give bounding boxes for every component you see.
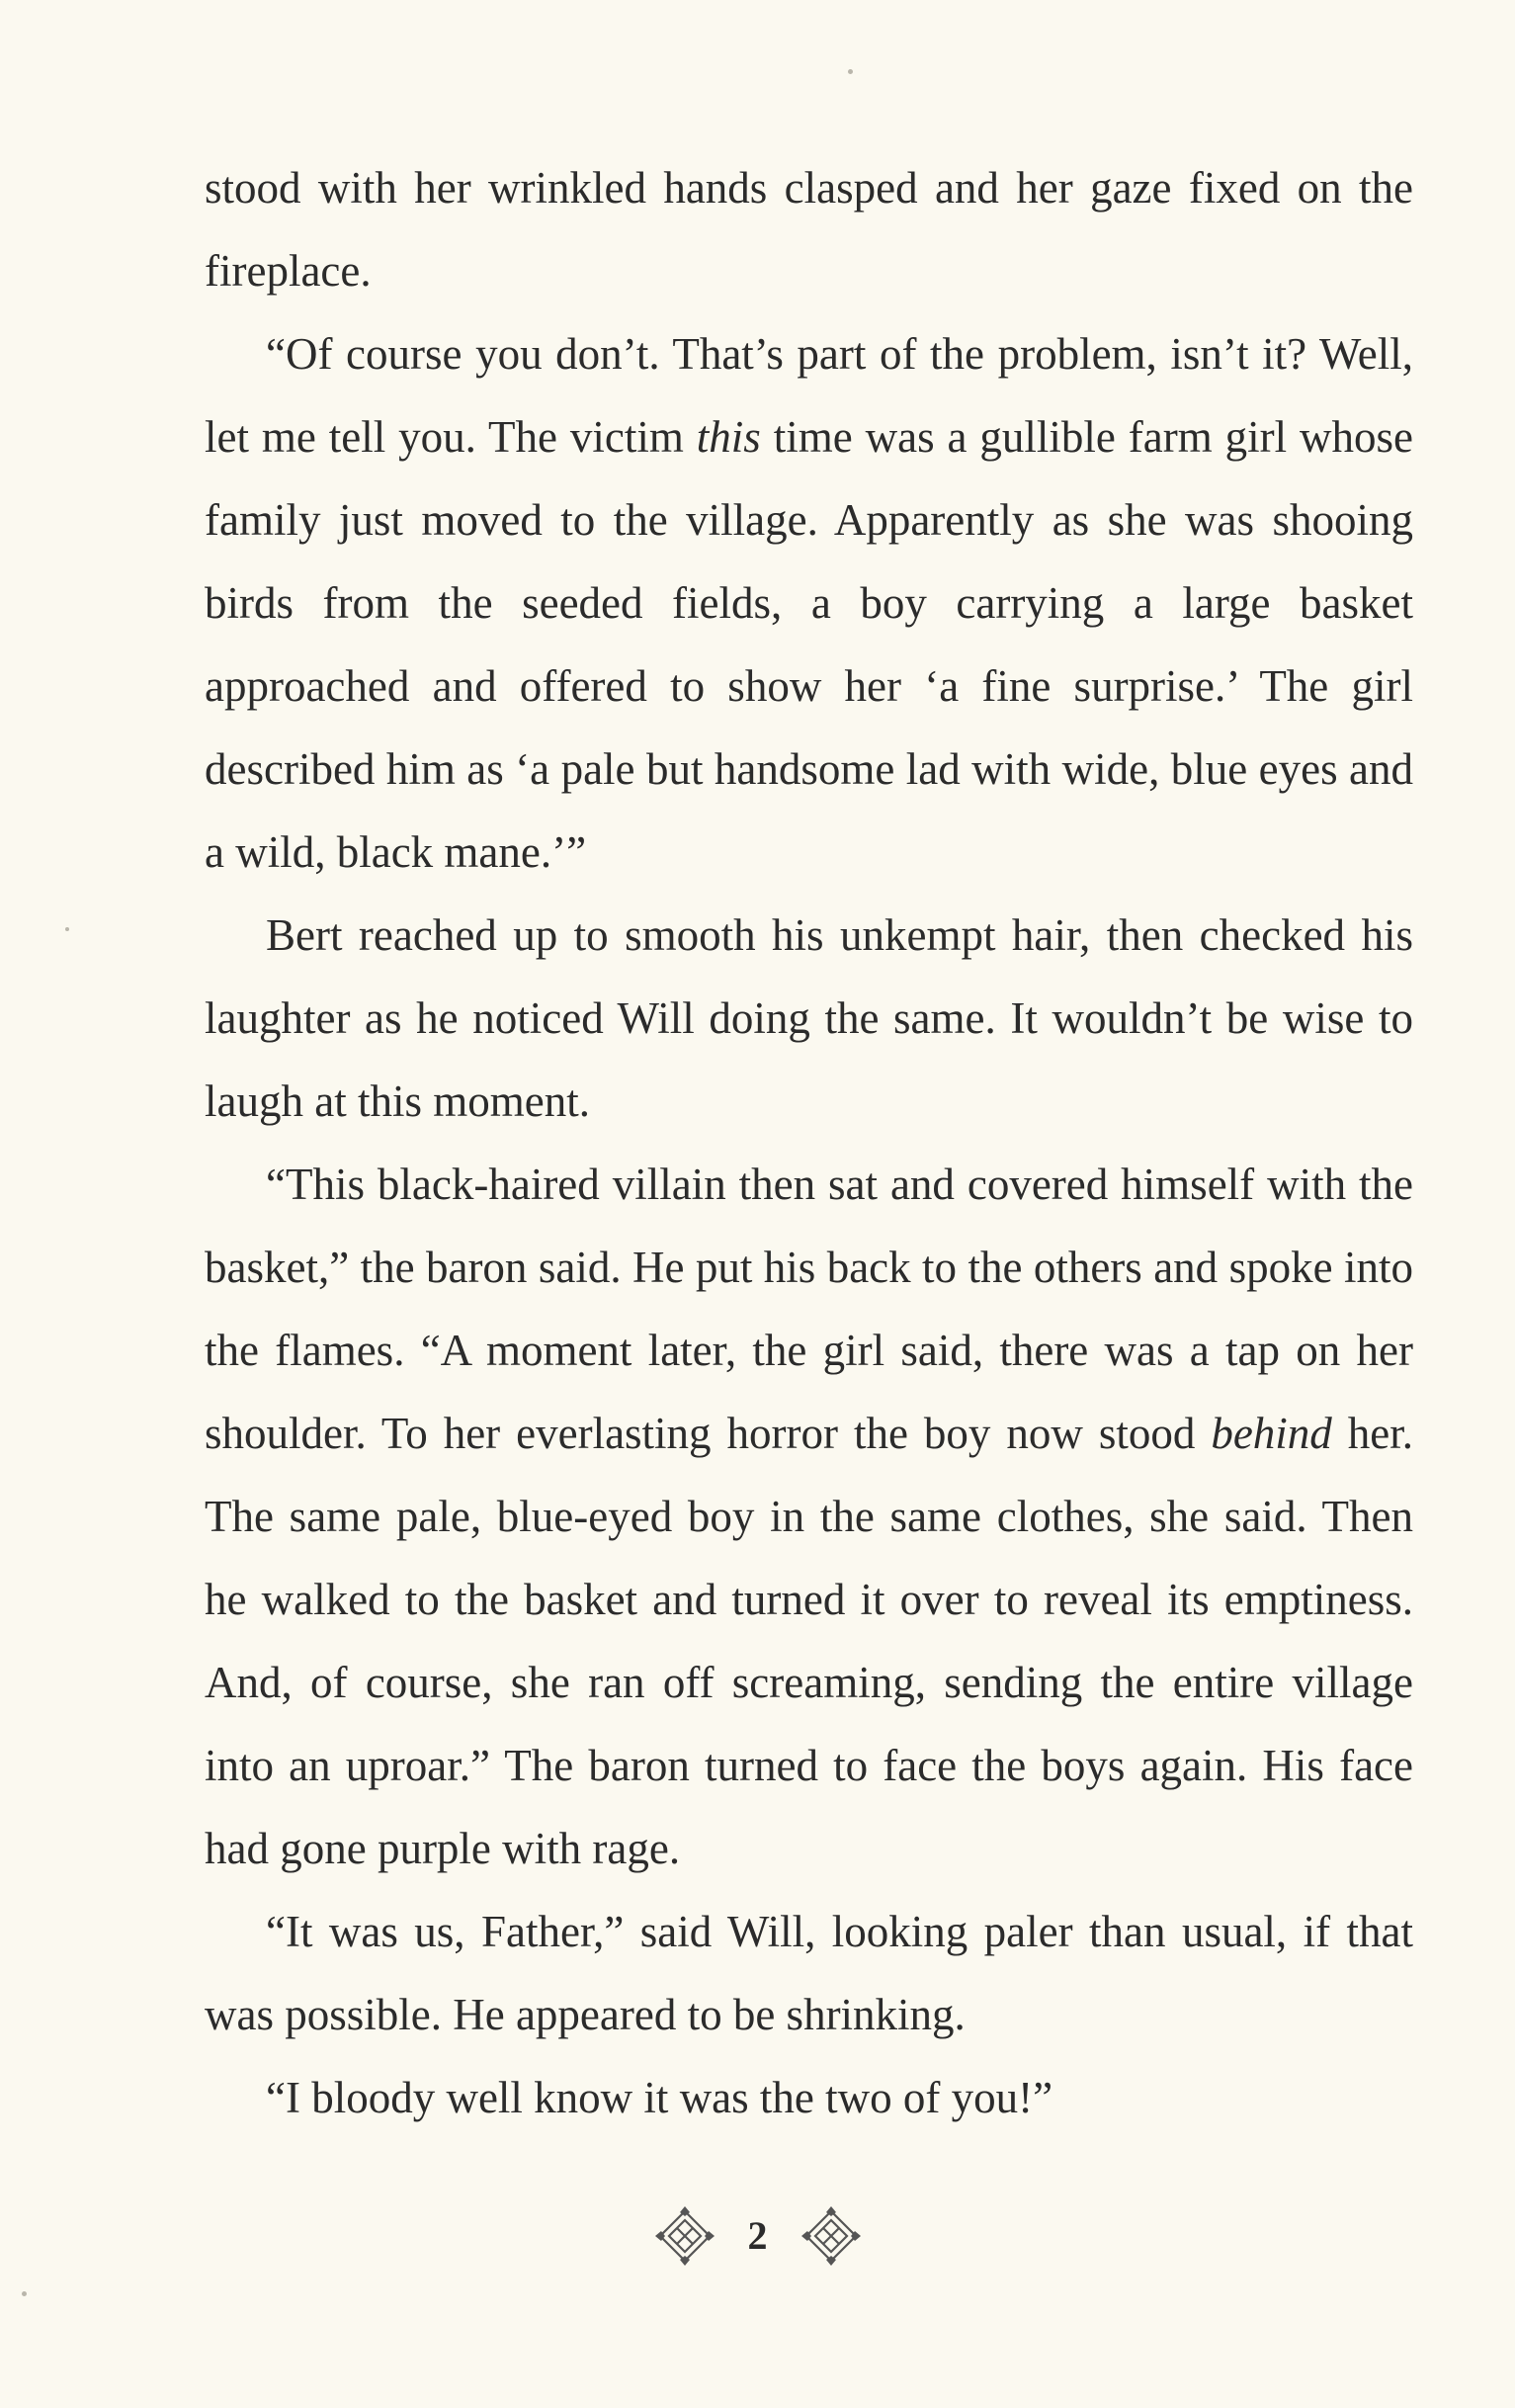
paragraph	[205, 312, 1413, 894]
text-run: Bert reached up to smooth his unkempt hair, then checked his laughter as he noticed Will doing the same. It wouldn’t be wise to laugh at this moment.	[205, 910, 1413, 1126]
paragraph	[205, 1143, 1413, 1890]
text-run: “It was us, Father,” said Will, looking paler than usual, if that was possible. He appeared to be shrinking.	[205, 1907, 1413, 2039]
text-run: her. The same pale, blue-eyed boy in the same clothes, she said. Then he walked to the basket and turned it over to reveal its emptiness. And, of course, she ran off screaming, sending the entire village into an uproar.” The baron turned to face the boys again. His face had gone purple with rage.	[205, 1409, 1413, 1873]
italic-text: behind	[1211, 1409, 1332, 1458]
paper-speck	[848, 69, 853, 74]
paragraph	[205, 146, 1413, 312]
diamond-ornament-icon	[655, 2206, 715, 2266]
paragraph	[205, 2056, 1413, 2139]
text-run: time was a gullible farm girl whose family just moved to the village. Apparently as she was shooing birds from the seeded fields, a boy carrying a large basket approached and offered to show her ‘a fine surprise.’ The girl described him as ‘a pale but handsome lad with wide, blue eyes and a wild, black mane.’”	[205, 412, 1413, 877]
paper-speck	[65, 927, 69, 931]
paper-speck	[22, 2291, 27, 2296]
text-run: “This black-haired villain then sat and covered himself with the basket,” the baron said. He put his back to the others and spoke into the flames. “A moment later, the girl said, there was a tap on her shoulder. To her everlasting horror the boy now stood	[205, 1160, 1413, 1458]
diamond-ornament-icon	[801, 2206, 861, 2266]
body-text	[205, 146, 1413, 2139]
text-run: “I bloody well know it was the two of you!”	[266, 2073, 1053, 2122]
page-number: 2	[747, 2213, 768, 2258]
italic-text: this	[696, 412, 761, 462]
paragraph	[205, 1890, 1413, 2056]
text-run: stood with her wrinkled hands clasped and her gaze fixed on the fireplace.	[205, 163, 1413, 296]
page-footer	[0, 2196, 1515, 2276]
text-run: “Of course you don’t. That’s part of the problem, isn’t it? Well, let me tell you. The victim	[205, 329, 1413, 462]
paragraph	[205, 894, 1413, 1143]
